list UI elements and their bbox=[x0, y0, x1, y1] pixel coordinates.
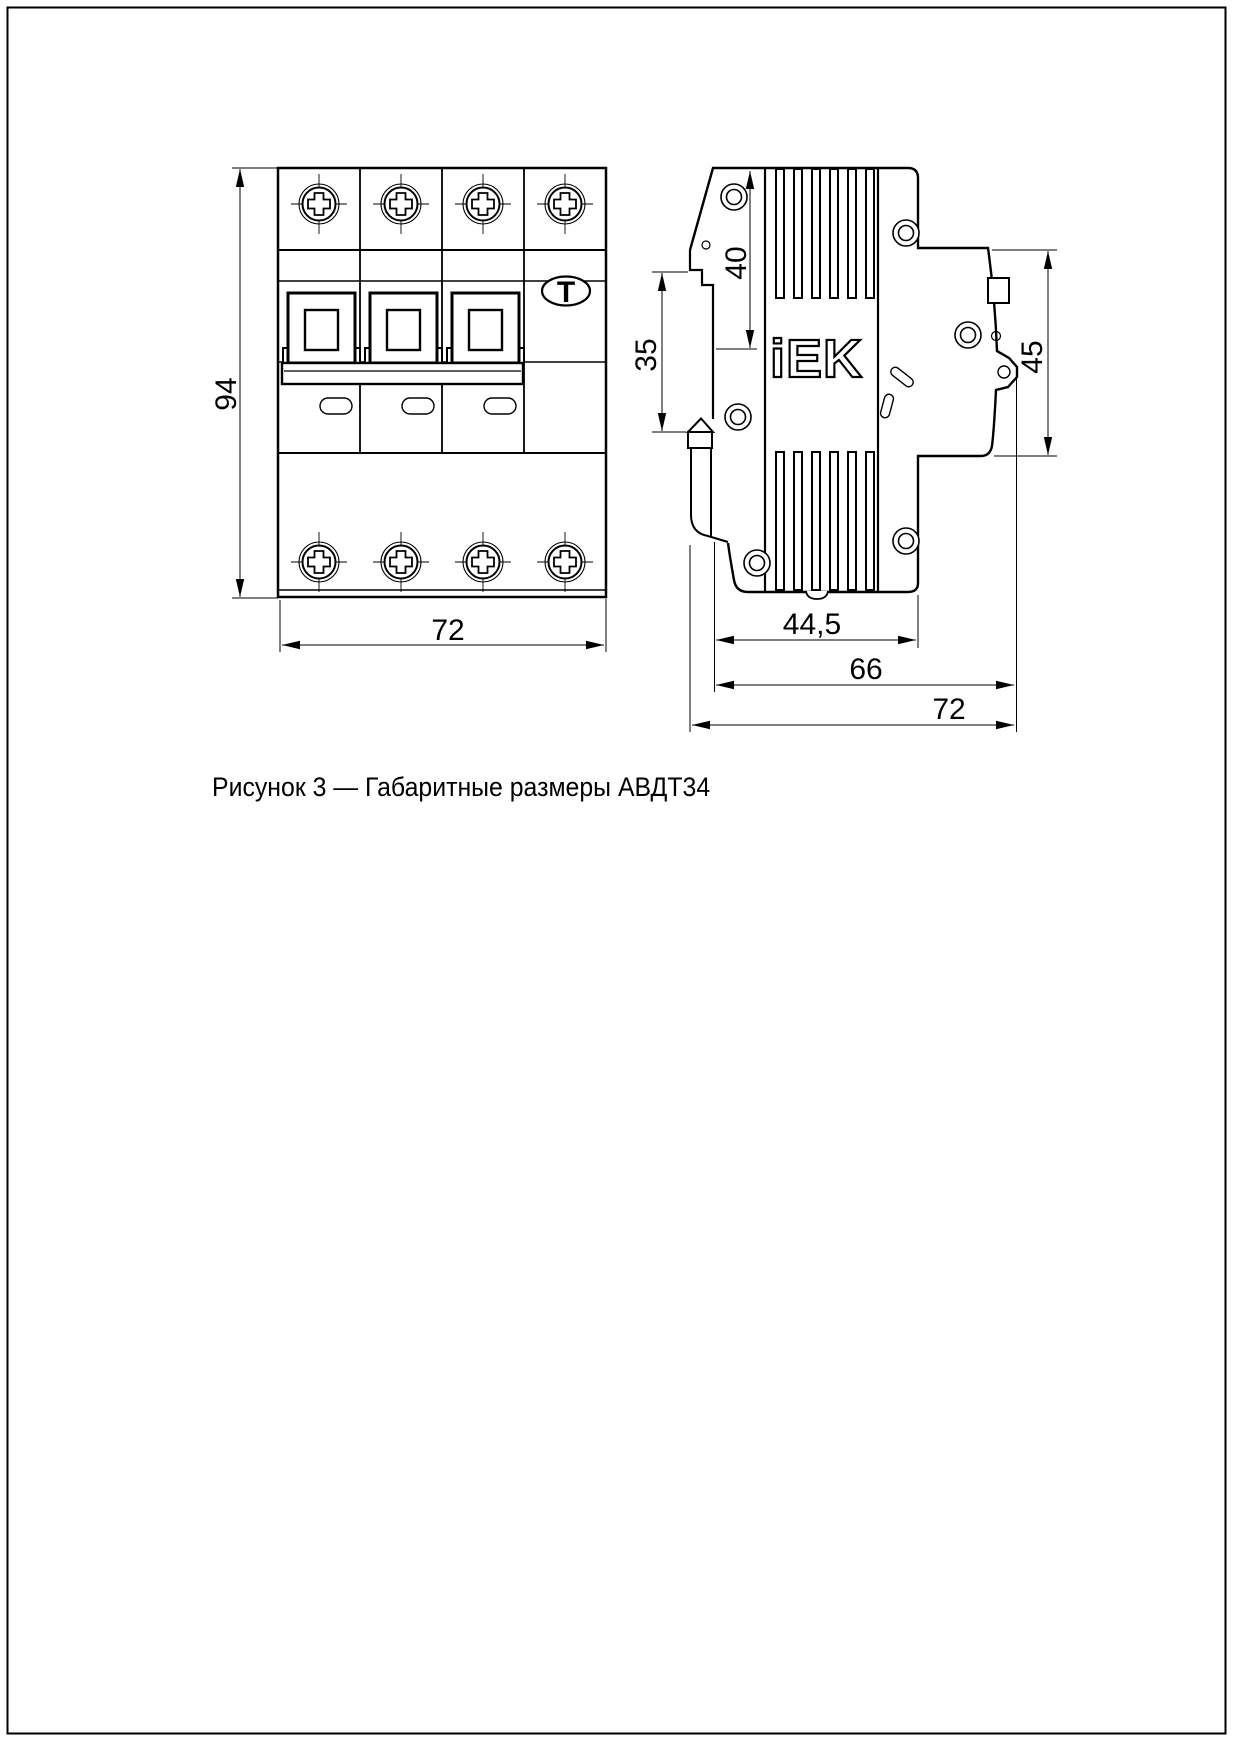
side-view-dimensions bbox=[630, 171, 1057, 732]
screw-icon bbox=[373, 174, 429, 234]
dim-label-66: 66 bbox=[849, 653, 883, 686]
page-border bbox=[8, 8, 1226, 1734]
screw-icon bbox=[455, 532, 511, 592]
marking-slot bbox=[402, 398, 434, 414]
iek-logo: iEK bbox=[770, 329, 864, 389]
toggle-lever bbox=[447, 293, 524, 363]
dim-label-44-5: 44,5 bbox=[782, 608, 842, 641]
front-view bbox=[278, 168, 606, 597]
test-button-label: Т bbox=[556, 276, 576, 309]
marking-slots bbox=[320, 398, 516, 414]
toggle-lever bbox=[283, 293, 360, 363]
upper-vent-ribs bbox=[776, 169, 874, 298]
marking-slot bbox=[320, 398, 352, 414]
rivet-icon bbox=[893, 528, 919, 554]
side-view bbox=[688, 168, 1017, 599]
side-toggle-lever bbox=[880, 365, 915, 418]
dimension-72-front bbox=[280, 599, 606, 652]
screw-icon bbox=[537, 532, 593, 592]
dim-label-40: 40 bbox=[720, 246, 753, 280]
screw-icon bbox=[537, 174, 593, 234]
bottom-center-tab bbox=[806, 591, 828, 599]
rivet-icon bbox=[955, 322, 981, 348]
rivet-icon bbox=[893, 220, 919, 246]
toggle-handles bbox=[283, 293, 524, 363]
toggle-tie-bar bbox=[282, 363, 523, 384]
front-bottom-screws bbox=[291, 532, 593, 592]
clip-hole bbox=[702, 241, 710, 249]
screw-icon bbox=[291, 174, 347, 234]
dim-label-45: 45 bbox=[1016, 340, 1049, 374]
dimension-94 bbox=[210, 168, 278, 598]
rivet-icon bbox=[744, 550, 770, 576]
screw-icon bbox=[373, 532, 429, 592]
fixing-tab bbox=[988, 278, 1009, 303]
dim-label-72-side: 72 bbox=[932, 693, 966, 726]
din-rail-clip bbox=[688, 250, 728, 542]
screw-icon bbox=[455, 174, 511, 234]
lower-vent-ribs bbox=[776, 452, 874, 590]
rivet-icon bbox=[721, 184, 747, 210]
dim-label-72-front: 72 bbox=[431, 614, 465, 647]
test-button bbox=[542, 276, 590, 309]
screw-icon bbox=[291, 532, 347, 592]
rivet-icon bbox=[725, 404, 751, 430]
dimension-35 bbox=[630, 272, 688, 432]
toggle-lever bbox=[365, 293, 442, 363]
marking-slot bbox=[484, 398, 516, 414]
figure-caption: Рисунок 3 — Габаритные размеры АВДТ34 bbox=[212, 772, 711, 802]
terminal-screw bbox=[998, 366, 1010, 378]
dim-label-94: 94 bbox=[210, 377, 243, 411]
dim-label-35: 35 bbox=[630, 338, 663, 372]
